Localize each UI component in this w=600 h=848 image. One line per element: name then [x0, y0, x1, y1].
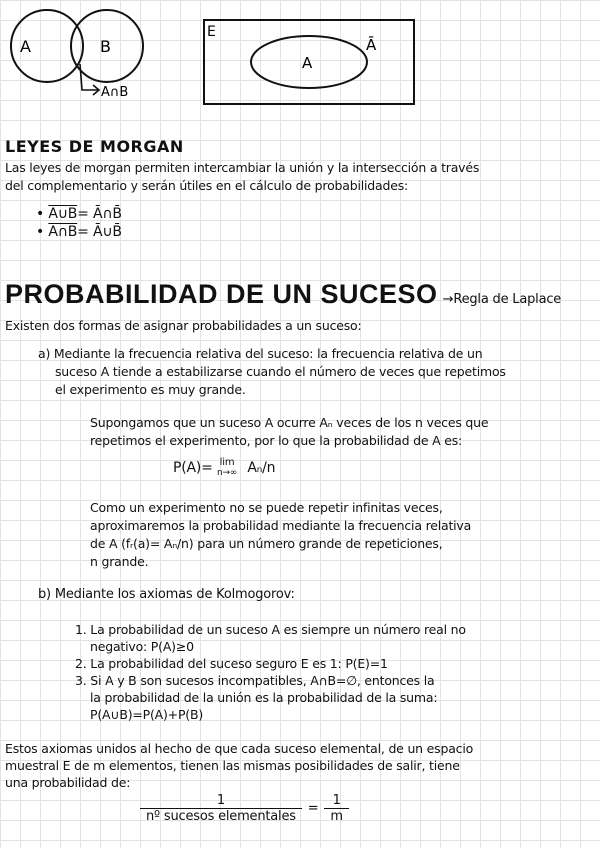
freq-line2: suceso A tiende a estabilizarse cuando el número de veces que repetimos — [55, 364, 506, 379]
law1-right: = Ā∩B̄ — [77, 206, 122, 222]
morgan-title: LEYES DE MORGAN — [5, 137, 184, 156]
laplace-fraction-right — [324, 793, 348, 824]
axiom3-line3: P(A∪B)=P(A)+P(B) — [90, 707, 204, 722]
probability-title: PROBABILIDAD DE UN SUCESO — [5, 279, 438, 309]
suppose-line2: repetimos el experimento, por lo que la probabilidad de A es: — [90, 433, 463, 448]
fraction2-denominator: m — [324, 808, 348, 824]
law2-right: = Ā∪B̄ — [77, 224, 122, 240]
bullet-icon: • — [36, 224, 45, 240]
closing-line2: muestral E de m elementos, tienen las mismas posibilidades de salir, tiene — [5, 758, 460, 773]
fraction-denominator: nº sucesos elementales — [140, 808, 302, 824]
closing-line1: Estos axiomas unidos al hecho de que cada suceso elemental, de un espacio — [5, 741, 474, 756]
probability-intro: Existen dos formas de asignar probabilidades a un suceso: — [5, 318, 362, 333]
axiom3-line2: la probabilidad de la unión es la probabilidad de la suma: — [90, 690, 438, 705]
set-a-label: A — [302, 54, 313, 72]
law2-left: A∩B — [48, 224, 78, 240]
axiom1-line1: 1. La probabilidad de un suceso A es siempre un número real no — [75, 622, 466, 637]
comment-line3: de A (fᵣ(a)= Aₙ/n) para un número grande de repeticiones, — [90, 536, 443, 551]
set-diagrams — [0, 0, 600, 120]
probability-heading — [5, 279, 561, 310]
limit-sub: n→∞ — [216, 468, 238, 478]
freq-line3: el experimento es muy grande. — [55, 382, 246, 397]
universe-label: E — [207, 24, 216, 40]
kolmogorov-heading: b) Mediante los axiomas de Kolmogorov: — [38, 587, 295, 602]
frequency-formula — [173, 458, 275, 478]
formula-fraction: Aₙ/n — [247, 460, 276, 476]
suppose-line1: Supongamos que un suceso A ocurre Aₙ veces de los n veces que — [90, 415, 489, 430]
laplace-fraction-left — [140, 793, 302, 824]
limit — [217, 458, 237, 478]
formula-left: P(A)= — [173, 460, 213, 476]
laplace-formula — [140, 793, 349, 824]
complement-label: Ā — [366, 36, 377, 54]
fraction-numerator: 1 — [216, 793, 225, 808]
morgan-text-line1: Las leyes de morgan permiten intercambiar la unión y la intersección a través — [5, 160, 480, 175]
venn-intersection-label: A∩B — [101, 85, 129, 100]
comment-line1: Como un experimento no se puede repetir infinitas veces, — [90, 500, 443, 515]
morgan-law-2 — [36, 224, 122, 240]
comment-line2: aproximaremos la probabilidad mediante la frecuencia relativa — [90, 518, 472, 533]
equals-sign: = — [307, 801, 319, 816]
fraction2-numerator: 1 — [332, 793, 341, 808]
venn-label-a: A — [20, 37, 31, 56]
venn-label-b: B — [100, 37, 111, 56]
morgan-text-line2: del complementario y serán útiles en el cálculo de probabilidades: — [5, 178, 409, 193]
axiom2: 2. La probabilidad del suceso seguro E es 1: P(E)=1 — [75, 656, 388, 671]
limit-label: lim — [219, 457, 235, 468]
axiom3-line1: 3. Si A y B son sucesos incompatibles, A∩B=∅, entonces la — [75, 673, 435, 688]
laplace-rule: →Regla de Laplace — [442, 292, 562, 307]
bullet-icon: • — [36, 206, 45, 222]
law1-left: A∪B — [48, 206, 78, 222]
axiom1-line2: negativo: P(A)≥0 — [90, 639, 194, 654]
closing-line3: una probabilidad de: — [5, 775, 131, 790]
morgan-law-1 — [36, 206, 122, 222]
comment-line4: n grande. — [90, 554, 149, 569]
freq-line1: a) Mediante la frecuencia relativa del suceso: la frecuencia relativa de un — [38, 346, 483, 361]
